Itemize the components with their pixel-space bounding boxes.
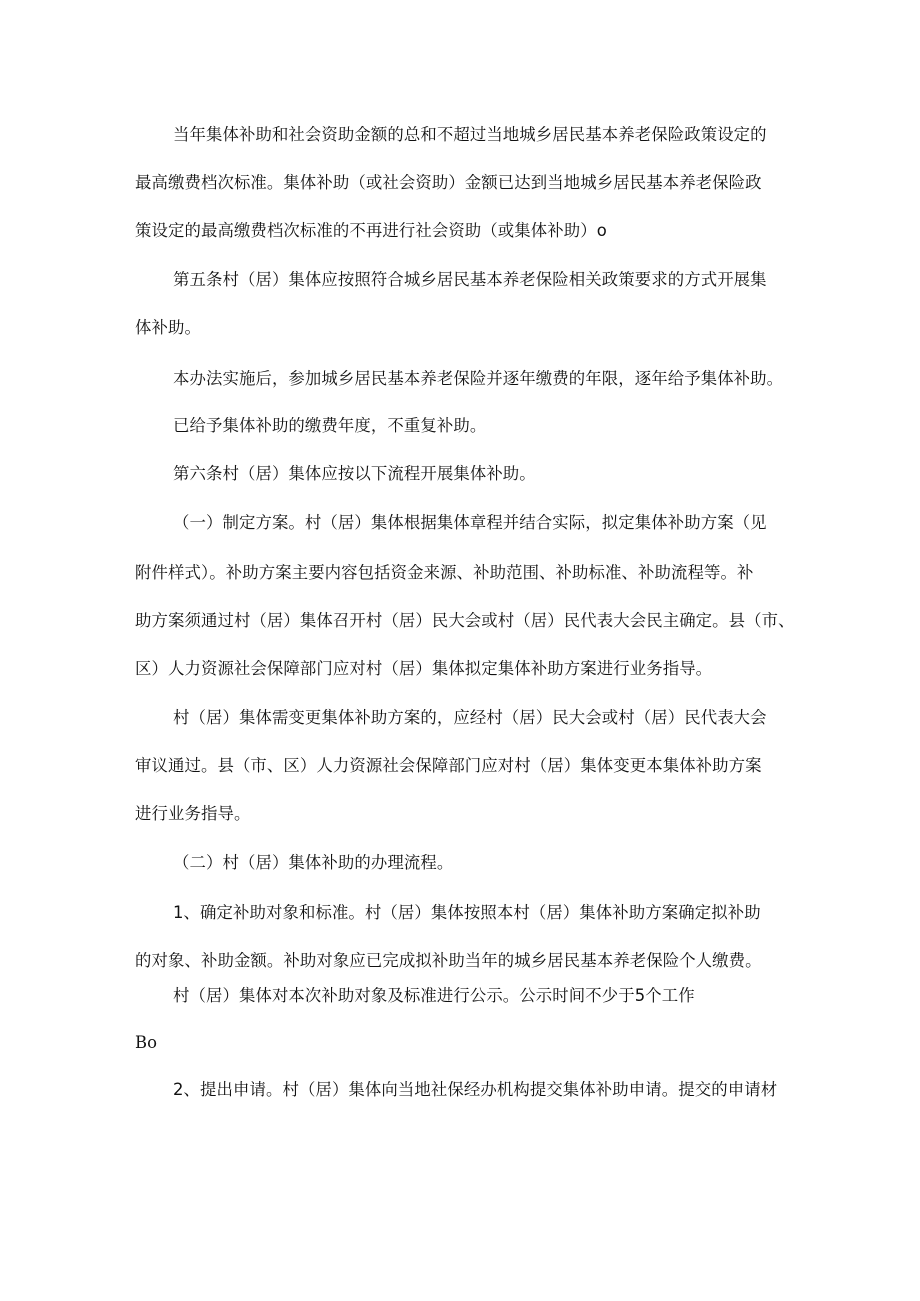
text-line: 体补助。 (135, 318, 201, 337)
text-line: 策设定的最高缴费档次标准的不再进行社会资助（或集体补助）o (135, 221, 607, 240)
text-line: 附件样式）。补助方案主要内容包括资金来源、补助范围、补助标准、补助流程等。补 (135, 563, 754, 582)
text-line: （一）制定方案。村（居）集体根据集体章程并结合实际，拟定集体补助方案（见 (173, 513, 767, 532)
text-line: 第五条村（居）集体应按照符合城乡居民基本养老保险相关政策要求的方式开展集 (173, 270, 767, 289)
text-line: 最高缴费档次标准。集体补助（或社会资助）金额已达到当地城乡居民基本养老保险政 (135, 173, 762, 192)
text-line: 区）人力资源社会保障部门应对村（居）集体拟定集体补助方案进行业务指导。 (135, 659, 713, 678)
text-line: 审议通过。县（市、区）人力资源社会保障部门应对村（居）集体变更本集体补助方案 (135, 756, 762, 775)
text-line: 2、提出申请。村（居）集体向当地社保经办机构提交集体补助申请。提交的申请材 (173, 1080, 778, 1099)
text-line: 助方案须通过村（居）集体召开村（居）民大会或村（居）民代表大会民主确定。县（市、 (135, 611, 795, 630)
text-line: 进行业务指导。 (135, 804, 251, 823)
text-line: 1、确定补助对象和标准。村（居）集体按照本村（居）集体补助方案确定拟补助 (173, 903, 761, 922)
text-line: 村（居）集体对本次补助对象及标准进行公示。公示时间不少于5个工作 (173, 986, 695, 1005)
text-line: Bo (135, 1033, 158, 1052)
text-line: 村（居）集体需变更集体补助方案的，应经村（居）民大会或村（居）民代表大会 (173, 708, 767, 727)
text-line: 的对象、补助金额。补助对象应已完成拟补助当年的城乡居民基本养老保险个人缴费。 (135, 951, 762, 970)
text-line: 第六条村（居）集体应按以下流程开展集体补助。 (173, 464, 536, 483)
text-line: 当年集体补助和社会资助金额的总和不超过当地城乡居民基本养老保险政策设定的 (173, 125, 767, 144)
text-line: 本办法实施后，参加城乡居民基本养老保险并逐年缴费的年限，逐年给予集体补助。 (173, 369, 784, 388)
text-line: 已给予集体补助的缴费年度，不重复补助。 (173, 416, 487, 435)
text-line: （二）村（居）集体补助的办理流程。 (173, 853, 454, 872)
